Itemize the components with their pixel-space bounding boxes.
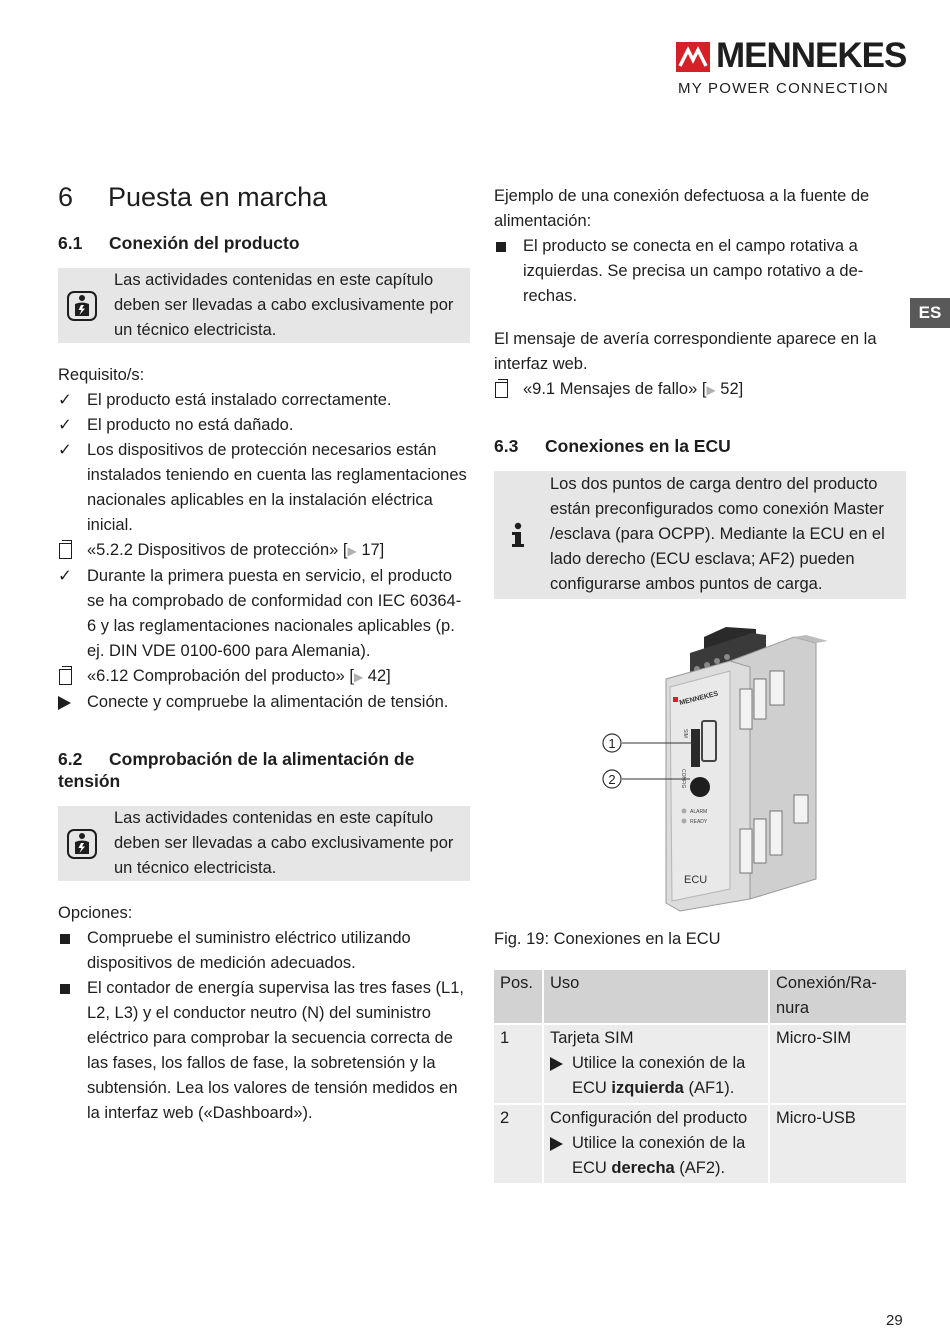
list-item bbox=[58, 413, 470, 438]
electrician-note bbox=[58, 806, 470, 881]
item-text: El producto está instalado correctamente. bbox=[87, 391, 392, 409]
square-bullet-icon bbox=[496, 242, 506, 252]
mennekes-logo-mark-icon bbox=[676, 42, 710, 72]
action-arrow-icon bbox=[550, 1137, 563, 1151]
cell-pos: 1 bbox=[494, 1023, 542, 1103]
use-action bbox=[550, 1131, 762, 1181]
item-text: El producto se conecta en el campo rotativa a izquierdas. Se precisa un campo rotativo a derechas. bbox=[523, 237, 864, 305]
brand-name: MENNEKES bbox=[716, 36, 907, 75]
example-list bbox=[494, 234, 906, 309]
callout-2: 2 bbox=[608, 772, 616, 787]
action-text: Utilice la conexión de la ECU bbox=[572, 1134, 746, 1177]
reference-page: 52 bbox=[720, 380, 739, 398]
reference-text: «9.1 Mensajes de fallo» [ bbox=[523, 380, 707, 398]
reference-page: 42 bbox=[367, 667, 387, 685]
options-label: Opciones: bbox=[58, 904, 133, 922]
header-use: Uso bbox=[542, 970, 768, 1023]
list-item bbox=[58, 564, 470, 664]
section-title-text: Comprobación de la alimentación de tensión bbox=[58, 749, 415, 791]
list-item bbox=[58, 438, 470, 538]
reference-bracket: ] bbox=[738, 380, 744, 398]
left-column bbox=[58, 180, 470, 1126]
brand-tagline: MY POWER CONNECTION bbox=[678, 80, 889, 97]
page-arrow-icon: ▶ bbox=[706, 383, 716, 397]
section-title-text: Conexión del producto bbox=[109, 233, 300, 253]
reference-text: «6.12 Comprobación del producto» [ bbox=[87, 667, 354, 685]
check-icon: ✓ bbox=[58, 416, 72, 434]
item-text: Conecte y compruebe la alimentación de tensión. bbox=[87, 693, 449, 711]
cell-pos: 2 bbox=[494, 1103, 542, 1183]
item-text: El contador de energía supervisa las tres fases (L1, L2, L3) y el conductor neutro (N) del suministro eléctrico para comprobar la secuencia correcta de las fases, los fallos de fase, la sobretensión y la subtensión. Lea los valores de tensión medidos en la interfaz web («Dashboard»). bbox=[87, 979, 464, 1122]
square-bullet-icon bbox=[60, 934, 70, 944]
cell-connection: Micro-SIM bbox=[768, 1023, 906, 1103]
action-bold: derecha bbox=[611, 1159, 675, 1177]
chapter-title bbox=[58, 180, 470, 214]
ecu-figure bbox=[494, 619, 906, 919]
page-arrow-icon: ▶ bbox=[353, 670, 364, 684]
chapter-title-text: Puesta en marcha bbox=[108, 182, 328, 212]
electrician-icon bbox=[66, 828, 98, 860]
section-number: 6.1 bbox=[58, 233, 83, 253]
cross-reference[interactable] bbox=[58, 538, 470, 564]
table-row bbox=[494, 1023, 906, 1103]
item-text: Durante la primera puesta en servicio, el producto se ha comprobado de conformidad con IEC 60364-6 y las reglamentaciones nacionales aplicables (p. ej. DIN VDE 0100-600 para Alemania). bbox=[87, 567, 462, 660]
item-text: Los dispositivos de protección necesarios están instalados teniendo en cuenta las reglamentaciones nacionales aplicables en la instalación eléctrica inicial. bbox=[87, 441, 467, 534]
page-arrow-icon: ▶ bbox=[347, 544, 357, 558]
electrician-icon bbox=[66, 290, 98, 322]
note-text: Las actividades contenidas en este capítulo deben ser llevadas a cabo exclusivamente por un técnico electricista. bbox=[114, 271, 454, 339]
electrician-note bbox=[58, 268, 470, 343]
action-text: Utilice la conexión de la ECU bbox=[572, 1054, 746, 1097]
list-item bbox=[58, 976, 470, 1126]
header-pos: Pos. bbox=[494, 970, 542, 1023]
alarm-label: ALARM bbox=[690, 809, 708, 815]
ecu-label: ECU bbox=[684, 874, 708, 886]
list-item bbox=[494, 234, 906, 309]
table-row bbox=[494, 1103, 906, 1183]
info-note bbox=[494, 471, 906, 599]
action-item bbox=[58, 690, 470, 715]
brand-logo bbox=[676, 36, 907, 100]
table-header-row bbox=[494, 970, 906, 1023]
check-icon: ✓ bbox=[58, 441, 72, 459]
requirements-list bbox=[58, 388, 470, 715]
cell-use bbox=[542, 1023, 768, 1103]
figure-caption: Fig. 19: Conexiones en la ECU bbox=[494, 930, 721, 948]
header-connection: Conexión/Ranura bbox=[768, 970, 906, 1023]
reference-text: «5.2.2 Dispositivos de protección» [ bbox=[87, 541, 348, 559]
chapter-number: 6 bbox=[58, 182, 74, 212]
item-text: Compruebe el suministro eléctrico utilizando dispositivos de medición adecuados. bbox=[87, 929, 411, 972]
ecu-device-illustration bbox=[494, 619, 906, 919]
action-arrow-icon bbox=[58, 696, 71, 710]
callout-1: 1 bbox=[608, 736, 616, 751]
action-tail: (AF2). bbox=[674, 1159, 726, 1177]
reference-bracket: ] bbox=[386, 667, 391, 685]
use-text: Configuración del producto bbox=[550, 1109, 748, 1127]
example-intro: Ejemplo de una conexión defectuosa a la fuente de alimentación: bbox=[494, 187, 870, 230]
section-title-text: Conexiones en la ECU bbox=[545, 436, 731, 456]
check-icon: ✓ bbox=[58, 567, 72, 585]
config-label: CONFIG bbox=[680, 769, 686, 789]
section-6-1-title bbox=[58, 232, 470, 254]
info-icon bbox=[502, 519, 534, 551]
options-list bbox=[58, 926, 470, 1126]
document-reference-icon bbox=[495, 382, 508, 398]
use-text: Tarjeta SIM bbox=[550, 1029, 634, 1047]
requirements-label: Requisito/s: bbox=[58, 366, 145, 384]
section-number: 6.3 bbox=[494, 436, 519, 456]
reference-bracket: ] bbox=[379, 541, 385, 559]
reference-page: 17 bbox=[361, 541, 380, 559]
cell-use bbox=[542, 1103, 768, 1183]
check-icon: ✓ bbox=[58, 391, 72, 409]
section-number: 6.2 bbox=[58, 749, 83, 769]
device-brand-label: MENNEKES bbox=[678, 690, 719, 707]
use-action bbox=[550, 1051, 762, 1101]
cross-reference[interactable] bbox=[494, 377, 906, 403]
section-6-3-title bbox=[494, 435, 906, 457]
action-bold: izquierda bbox=[611, 1079, 684, 1097]
cross-reference[interactable] bbox=[58, 664, 470, 690]
page-number: 29 bbox=[886, 1312, 903, 1329]
note-text: Las actividades contenidas en este capítulo deben ser llevadas a cabo exclusivamente por un técnico electricista. bbox=[114, 809, 454, 877]
document-reference-icon bbox=[59, 543, 72, 559]
note-text: Los dos puntos de carga dentro del producto están preconfigurados como conexión Master /esclava (para OCPP). Mediante la ECU en el lado derecho (ECU esclava; AF2) pueden configurarse ambos puntos de carga. bbox=[550, 475, 885, 593]
list-item bbox=[58, 926, 470, 976]
fault-reference-list bbox=[494, 377, 906, 403]
language-tab: ES bbox=[910, 298, 950, 328]
item-text: El producto no está dañado. bbox=[87, 416, 294, 434]
fault-message-text: El mensaje de avería correspondiente aparece en la interfaz web. bbox=[494, 330, 877, 373]
connections-table bbox=[494, 970, 906, 1183]
list-item bbox=[58, 388, 470, 413]
action-arrow-icon bbox=[550, 1057, 563, 1071]
document-reference-icon bbox=[59, 669, 72, 685]
ready-label: READY bbox=[690, 819, 708, 825]
action-tail: (AF1). bbox=[683, 1079, 735, 1097]
right-column bbox=[494, 184, 906, 1183]
square-bullet-icon bbox=[60, 984, 70, 994]
section-6-2-title bbox=[58, 748, 470, 792]
cell-connection: Micro-USB bbox=[768, 1103, 906, 1183]
sim-label: SIM bbox=[682, 729, 688, 738]
